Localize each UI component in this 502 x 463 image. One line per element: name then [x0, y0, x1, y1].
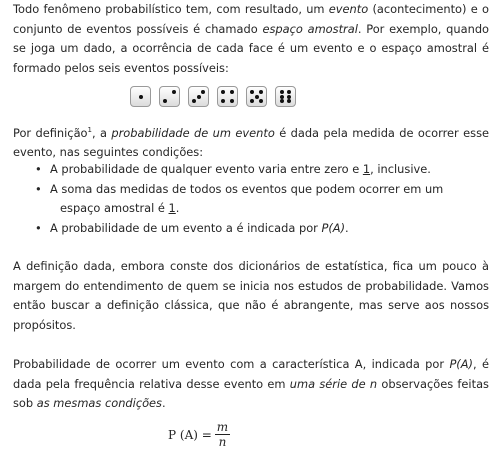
- list-item: [35, 180, 475, 219]
- pip: [287, 95, 291, 99]
- text: A probabilidade de um evento a é indicada por: [50, 220, 322, 235]
- text: espaço amostral é: [60, 201, 169, 215]
- list-item: [35, 160, 475, 180]
- term-serie: uma série de n: [289, 376, 378, 391]
- text: é dada pela medida de ocorrer esse evento, nas seguintes condições:: [13, 125, 490, 160]
- notation-pa: P(A): [449, 357, 473, 371]
- value-one: 1: [168, 201, 176, 215]
- list-item: [35, 219, 475, 239]
- text: Todo fenômeno probabilístico tem, com resultado, um: [13, 2, 329, 16]
- pip: [163, 99, 167, 103]
- term-condicoes: as mesmas condições: [36, 396, 162, 410]
- pip: [287, 99, 291, 103]
- text: , a: [92, 125, 112, 140]
- value-one: 1: [362, 162, 371, 176]
- pip: [221, 99, 225, 103]
- text: Por definição: [13, 125, 88, 140]
- pip: [259, 99, 263, 103]
- conditions-list: [35, 160, 475, 238]
- pip: [201, 90, 205, 94]
- die-face-4-icon: [217, 86, 238, 107]
- pip: [280, 95, 284, 99]
- pip: [139, 95, 143, 99]
- pip: [230, 90, 234, 94]
- pip: [192, 99, 196, 103]
- denominator: n: [218, 435, 227, 449]
- pip: [255, 95, 259, 99]
- term-espaco-amostral: espaço amostral: [262, 21, 358, 36]
- text: . Por exemplo, quando se joga um dado, a ocorrência de cada face é um evento e o espaço amostral é formado pelos seis eventos possíveis:: [13, 21, 490, 75]
- formula-lhs: P (A) =: [168, 427, 212, 442]
- paragraph-classical-definition: [13, 355, 489, 414]
- die-face-3-icon: [188, 86, 209, 107]
- text: .: [162, 396, 166, 410]
- pip: [172, 90, 176, 94]
- pip: [287, 90, 291, 94]
- pip: [259, 90, 263, 94]
- pip: [250, 99, 254, 103]
- pip: [221, 90, 225, 94]
- text-line: [50, 199, 475, 219]
- fraction: [215, 420, 230, 449]
- text: A probabilidade de qualquer evento varia entre zero e: [50, 162, 363, 176]
- text: .: [345, 220, 349, 235]
- term-probabilidade: probabilidade de um evento: [111, 125, 275, 140]
- pip: [230, 99, 234, 103]
- die-face-5-icon: [246, 86, 267, 107]
- pip: [197, 95, 201, 99]
- text: , inclusive.: [370, 162, 431, 176]
- dice-row: [130, 86, 296, 107]
- footnote-marker: 1: [87, 126, 92, 134]
- die-face-1-icon: [130, 86, 151, 107]
- paragraph-intro: [13, 0, 489, 78]
- pip: [280, 90, 284, 94]
- text: (acontecimento) e o conjunto de eventos possíveis é chamado: [13, 2, 489, 36]
- paragraph-definition: [13, 121, 489, 163]
- notation-pa: P(A): [321, 220, 346, 235]
- text: , é dada pela frequência relativa desse evento em: [13, 357, 489, 391]
- text: A soma das medidas de todos os eventos que podem ocorrer em um: [50, 181, 444, 196]
- term-evento: evento: [328, 2, 369, 16]
- paragraph-margin: A definição dada, embora conste dos dicionários de estatística, fica um pouco à margem do entendimento de quem se inicia nos estudos de probabilidade. Vamos então buscar a definição clássica, que não é abrangente, mas serve aos nossos propósitos.: [13, 259, 489, 332]
- text: observações feitas sob: [13, 376, 489, 410]
- numerator: m: [216, 420, 229, 434]
- probability-formula: [168, 420, 230, 449]
- die-face-6-icon: [275, 86, 296, 107]
- pip: [280, 99, 284, 103]
- pip: [250, 90, 254, 94]
- text: Probabilidade de ocorrer um evento com a característica A, indicada por: [13, 357, 450, 371]
- die-face-2-icon: [159, 86, 180, 107]
- text: .: [175, 201, 180, 215]
